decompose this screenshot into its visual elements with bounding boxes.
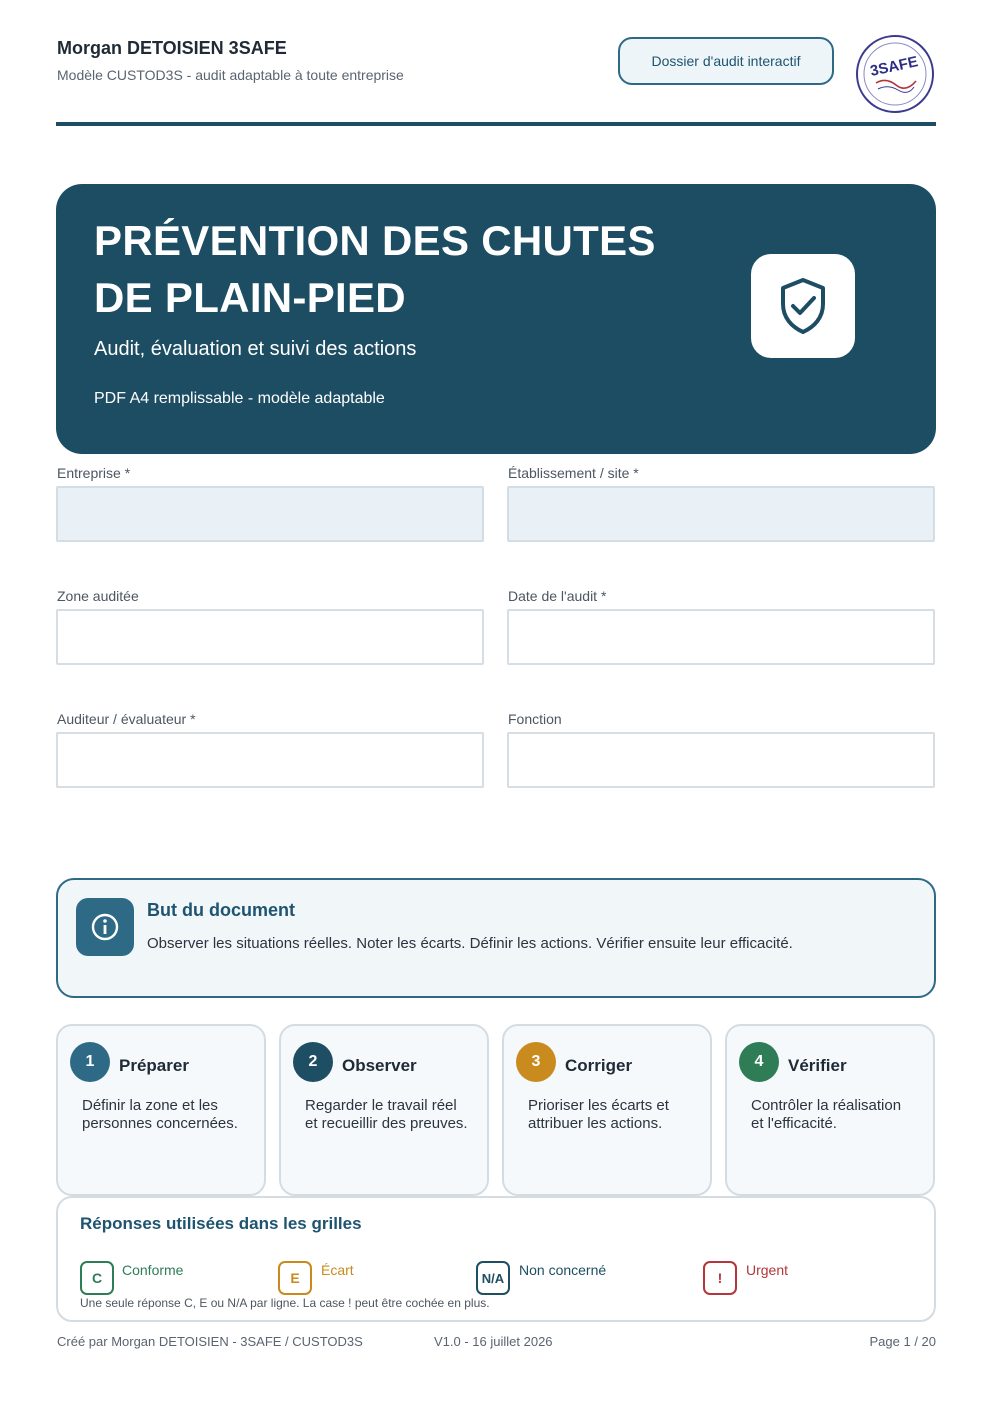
conforme-label: Conforme [122,1262,184,1278]
step-desc-line: Contrôler la réalisation [751,1097,902,1114]
entreprise-field[interactable] [56,486,484,542]
non-concerne-badge: N/A [476,1261,510,1295]
title-line-2: DE PLAIN-PIED [94,274,406,321]
step-title: Vérifier [788,1056,847,1075]
logo-text: 3SAFE [868,53,920,80]
title-line-1: PRÉVENTION DES CHUTES [94,217,656,264]
etablissement-field[interactable] [507,486,935,542]
auditeur-label: Auditeur / évaluateur * [57,711,196,727]
date-field[interactable] [507,609,935,665]
date-label: Date de l'audit * [508,588,607,604]
step-desc-line: Prioriser les écarts et [528,1097,669,1114]
step-card-verifier [725,1024,935,1196]
non-concerne-label: Non concerné [519,1262,607,1278]
author-name: Morgan DETOISIEN 3SAFE [57,38,287,58]
footer-version: V1.0 - 16 juillet 2026 [434,1334,553,1349]
urgent-badge: ! [703,1261,737,1295]
dossier-audit-button[interactable]: Dossier d'audit interactif [618,37,834,85]
step-desc-line: et recueillir des preuves. [305,1115,468,1132]
urgent-label: Urgent [746,1262,789,1278]
auditeur-field[interactable] [56,732,484,788]
step-title: Corriger [565,1056,633,1075]
legend-note: Une seule réponse C, E ou N/A par ligne. La case ! peut être cochée en plus. [80,1296,490,1310]
3safe-logo [852,33,938,115]
conforme-badge: C [80,1261,114,1295]
purpose-text: Observer les situations réelles. Noter les écarts. Définir les actions. Vérifier ensuite leur efficacité. [147,935,793,952]
step-title: Observer [342,1056,417,1075]
step-desc-line: attribuer les actions. [528,1115,663,1132]
step-desc-line: personnes concernées. [82,1115,238,1132]
step-card-preparer [56,1024,266,1196]
answer-legend [56,1196,936,1322]
shield-check-icon [777,276,829,336]
step-description [751,1097,927,1133]
step-desc-line: Regarder le travail réel [305,1097,457,1114]
title-banner [56,184,936,454]
fonction-label: Fonction [508,711,562,727]
header-divider [56,122,936,126]
model-description: Modèle CUSTOD3S - audit adaptable à toute entreprise [57,67,404,83]
purpose-title: But du document [147,900,295,920]
info-icon [76,898,134,956]
step-description [528,1097,704,1133]
step-description [82,1097,258,1133]
step-desc-line: Définir la zone et les [82,1097,218,1114]
step-number: 4 [739,1042,779,1082]
document-format: PDF A4 remplissable - modèle adaptable [94,390,385,407]
purpose-box [56,878,936,998]
footer-credit: Créé par Morgan DETOISIEN - 3SAFE / CUSTOD3S [57,1334,363,1349]
step-card-corriger [502,1024,712,1196]
step-number: 3 [516,1042,556,1082]
entreprise-label: Entreprise * [57,465,131,481]
shield-badge [751,254,855,358]
fonction-field[interactable] [507,732,935,788]
step-desc-line: et l'efficacité. [751,1115,837,1132]
step-title: Préparer [119,1056,189,1075]
step-description [305,1097,481,1133]
ecart-badge: E [278,1261,312,1295]
step-number: 1 [70,1042,110,1082]
ecart-label: Écart [321,1262,354,1278]
step-card-observer [279,1024,489,1196]
zone-field[interactable] [56,609,484,665]
legend-title: Réponses utilisées dans les grilles [80,1214,362,1233]
document-subtitle: Audit, évaluation et suivi des actions [94,338,417,360]
etablissement-label: Établissement / site * [508,465,639,481]
zone-label: Zone auditée [57,588,139,604]
footer-page-number: Page 1 / 20 [869,1334,936,1349]
document-title [94,212,656,326]
step-number: 2 [293,1042,333,1082]
